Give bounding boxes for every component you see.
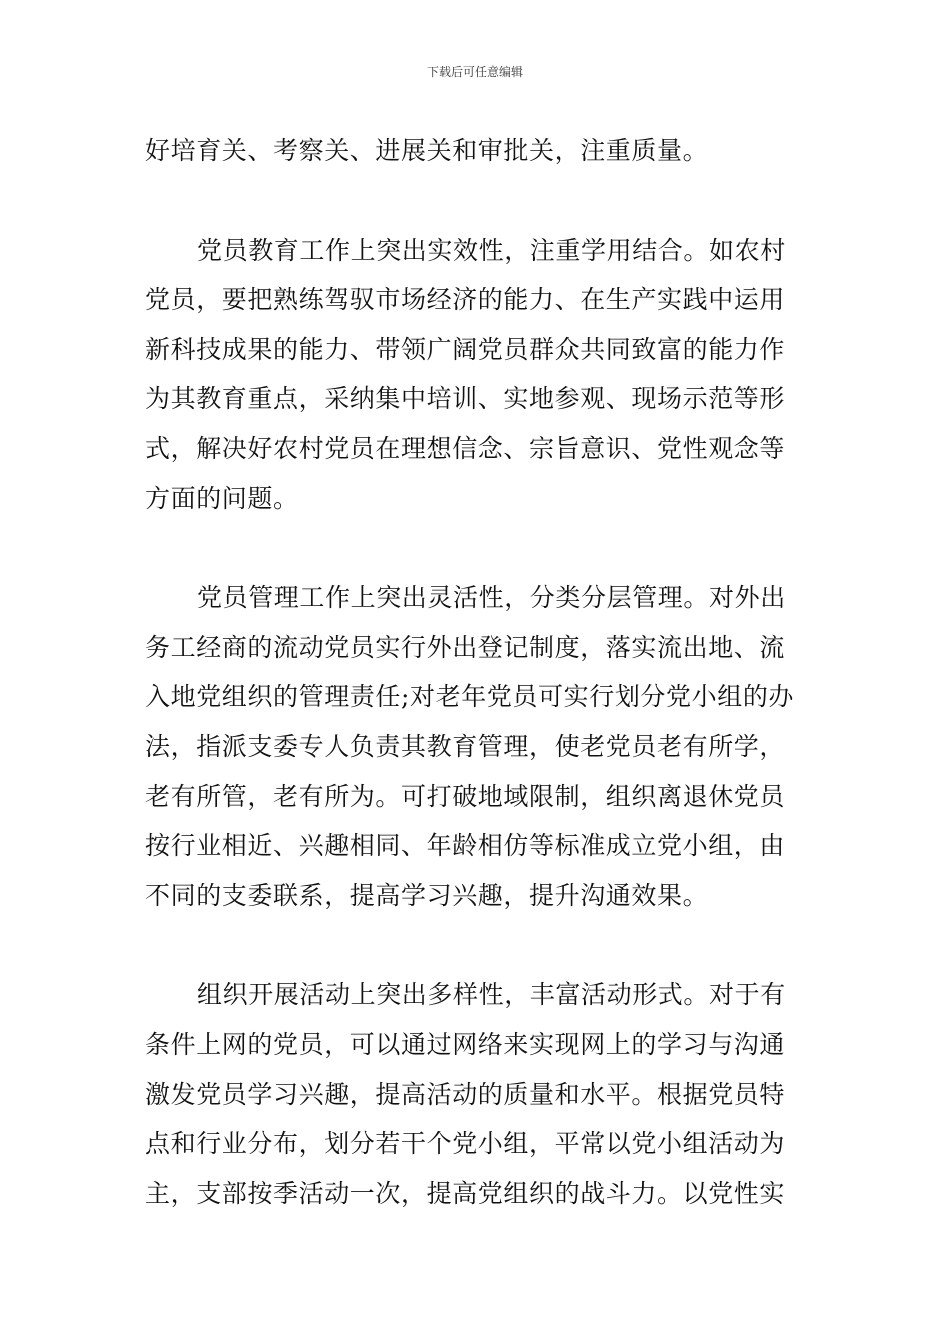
paragraph-organization-activities: [145, 970, 809, 1218]
text-line: 为其教育重点，采纳集中培训、实地参观、现场示范等形: [145, 384, 786, 414]
text-line: 好培育关、考察关、进展关和审批关，注重质量。: [145, 136, 709, 165]
text-line: 不同的支委联系，提高学习兴趣，提升沟通效果。: [145, 880, 709, 910]
text-line: 新科技成果的能力、带领广阔党员群众共同致富的能力作: [145, 334, 786, 364]
document-body: [145, 126, 809, 1218]
text-line: 党员管理工作上突出灵活性，分类分层管理。对外出: [197, 583, 786, 613]
text-line: 党员教育工作上突出实效性，注重学用结合。如农村: [197, 235, 786, 265]
text-line: 激发党员学习兴趣，提高活动的质量和水平。根据党员特: [145, 1079, 786, 1109]
text-line: 条件上网的党员，可以通过网络来实现网上的学习与沟通: [145, 1029, 786, 1059]
paragraph-party-management: [145, 573, 809, 920]
paragraph-party-education: [145, 226, 809, 524]
text-line: 入地党组织的管理责任;对老年党员可实行划分党小组的办: [145, 682, 795, 712]
text-line: 务工经商的流动党员实行外出登记制度，落实流出地、流: [145, 632, 786, 662]
text-line: 主，支部按季活动一次，提高党组织的战斗力。以党性实: [145, 1178, 786, 1208]
text-line: 式，解决好农村党员在理想信念、宗旨意识、党性观念等: [145, 433, 786, 463]
text-line: 方面的问题。: [145, 483, 299, 513]
text-line: 法，指派支委专人负责其教育管理，使老党员老有所学，: [145, 731, 786, 761]
paragraph-gap: [145, 920, 809, 970]
paragraph-gap: [145, 523, 809, 573]
text-line: 组织开展活动上突出多样性，丰富活动形式。对于有: [197, 980, 786, 1010]
paragraph-gap: [145, 176, 809, 226]
text-line: 点和行业分布，划分若干个党小组，平常以党小组活动为: [145, 1129, 786, 1159]
paragraph-continuation: [145, 126, 809, 176]
page-header-note: 下载后可任意编辑: [426, 65, 523, 79]
text-line: 党员，要把熟练驾驭市场经济的能力、在生产实践中运用: [145, 285, 786, 315]
text-line: 按行业相近、兴趣相同、年龄相仿等标准成立党小组，由: [145, 831, 786, 861]
text-line: 老有所管，老有所为。可打破地域限制，组织离退休党员: [145, 781, 786, 811]
